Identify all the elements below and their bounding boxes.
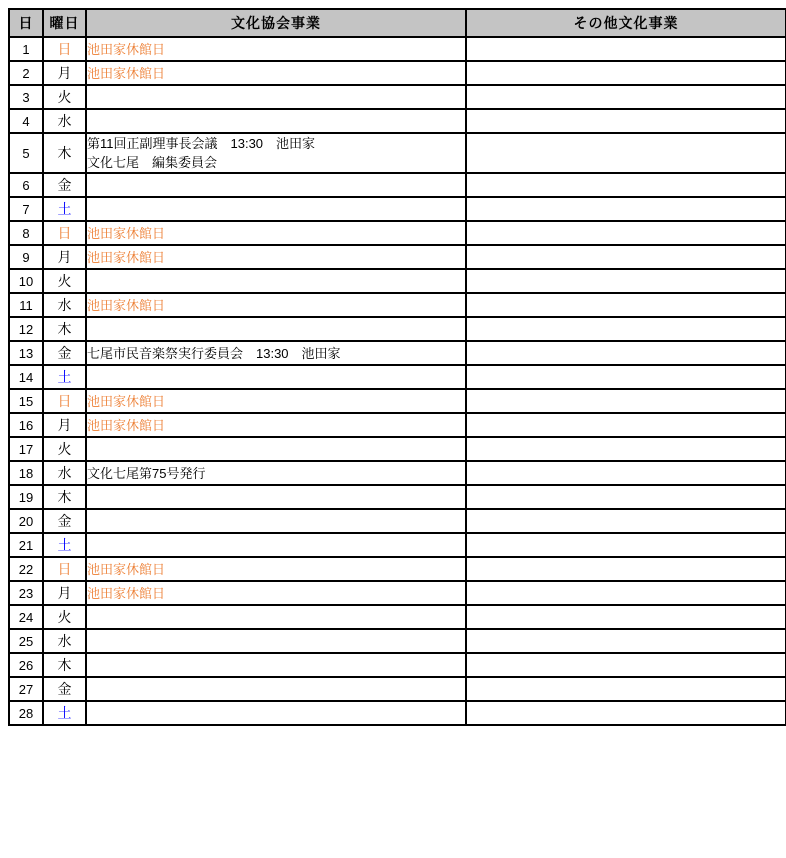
table-row [9, 269, 786, 293]
weekday-cell: 水 [43, 109, 86, 133]
date-cell: 10 [9, 269, 43, 293]
association-events-cell [86, 109, 466, 133]
weekday-cell: 木 [43, 485, 86, 509]
date-cell: 6 [9, 173, 43, 197]
association-events-cell [86, 629, 466, 653]
event-line: 七尾市民音楽祭実行委員会 13:30 池田家 [87, 345, 341, 361]
date-cell: 16 [9, 413, 43, 437]
table-row [9, 197, 786, 221]
association-events-cell [86, 341, 466, 365]
table-header [9, 9, 786, 37]
date-cell: 14 [9, 365, 43, 389]
date-cell: 9 [9, 245, 43, 269]
event-line: 池田家休館日 [87, 417, 166, 433]
table-row [9, 293, 786, 317]
table-row [9, 413, 786, 437]
association-events-cell [86, 653, 466, 677]
event-line: 文化七尾第75号発行 [87, 465, 206, 481]
association-events-cell [86, 37, 466, 61]
table-row [9, 701, 786, 725]
other-events-cell [466, 293, 786, 317]
table-row [9, 173, 786, 197]
other-events-cell [466, 437, 786, 461]
date-cell: 4 [9, 109, 43, 133]
date-cell: 18 [9, 461, 43, 485]
table-row [9, 629, 786, 653]
weekday-cell: 金 [43, 509, 86, 533]
other-events-cell [466, 269, 786, 293]
weekday-cell: 火 [43, 605, 86, 629]
event-line: 池田家休館日 [87, 297, 166, 313]
association-events-cell [86, 61, 466, 85]
other-events-cell [466, 677, 786, 701]
other-events-cell [466, 365, 786, 389]
association-events-cell [86, 221, 466, 245]
header-day: 日 [9, 9, 43, 37]
other-events-cell [466, 173, 786, 197]
weekday-cell: 木 [43, 653, 86, 677]
association-events-cell [86, 293, 466, 317]
weekday-cell: 日 [43, 389, 86, 413]
association-events-cell [86, 581, 466, 605]
weekday-cell: 火 [43, 85, 86, 109]
association-events-cell [86, 133, 466, 173]
association-events-cell [86, 509, 466, 533]
association-events-cell [86, 317, 466, 341]
other-events-cell [466, 605, 786, 629]
association-events-cell [86, 173, 466, 197]
weekday-cell: 日 [43, 221, 86, 245]
association-events-cell [86, 245, 466, 269]
table-row [9, 677, 786, 701]
event-line: 文化七尾 編集委員会 [87, 155, 218, 170]
association-events-cell [86, 557, 466, 581]
other-events-cell [466, 133, 786, 173]
other-events-cell [466, 37, 786, 61]
date-cell: 2 [9, 61, 43, 85]
table-row [9, 221, 786, 245]
date-cell: 1 [9, 37, 43, 61]
association-events-cell [86, 677, 466, 701]
table-row [9, 557, 786, 581]
weekday-cell: 水 [43, 293, 86, 317]
association-events-cell [86, 461, 466, 485]
date-cell: 7 [9, 197, 43, 221]
date-cell: 27 [9, 677, 43, 701]
weekday-cell: 木 [43, 133, 86, 173]
other-events-cell [466, 61, 786, 85]
association-events-cell [86, 605, 466, 629]
date-cell: 20 [9, 509, 43, 533]
event-line: 池田家休館日 [87, 561, 166, 577]
weekday-cell: 水 [43, 629, 86, 653]
table-row [9, 605, 786, 629]
event-line: 第11回正副理事長会議 13:30 池田家 [87, 136, 316, 151]
association-events-cell [86, 269, 466, 293]
table-row [9, 341, 786, 365]
table-row [9, 461, 786, 485]
table-row [9, 581, 786, 605]
other-events-cell [466, 389, 786, 413]
event-line: 池田家休館日 [87, 41, 166, 57]
table-row [9, 317, 786, 341]
weekday-cell: 土 [43, 701, 86, 725]
other-events-cell [466, 485, 786, 509]
table-row [9, 389, 786, 413]
association-events-cell [86, 365, 466, 389]
other-events-cell [466, 197, 786, 221]
table-row [9, 245, 786, 269]
table-row [9, 533, 786, 557]
date-cell: 26 [9, 653, 43, 677]
event-line: 池田家休館日 [87, 65, 166, 81]
other-events-cell [466, 629, 786, 653]
association-events-cell [86, 413, 466, 437]
date-cell: 3 [9, 85, 43, 109]
association-events-cell [86, 485, 466, 509]
event-line: 池田家休館日 [87, 585, 166, 601]
other-events-cell [466, 461, 786, 485]
other-events-cell [466, 245, 786, 269]
other-events-cell [466, 221, 786, 245]
other-events-cell [466, 109, 786, 133]
date-cell: 17 [9, 437, 43, 461]
association-events-cell [86, 437, 466, 461]
other-events-cell [466, 509, 786, 533]
weekday-cell: 月 [43, 245, 86, 269]
table-row [9, 485, 786, 509]
other-events-cell [466, 413, 786, 437]
other-events-cell [466, 557, 786, 581]
weekday-cell: 火 [43, 269, 86, 293]
date-cell: 24 [9, 605, 43, 629]
header-weekday: 曜日 [43, 9, 86, 37]
table-body [9, 37, 786, 725]
schedule-table [8, 8, 786, 726]
table-row [9, 365, 786, 389]
table-row [9, 133, 786, 173]
weekday-cell: 土 [43, 197, 86, 221]
date-cell: 19 [9, 485, 43, 509]
association-events-cell [86, 85, 466, 109]
weekday-cell: 月 [43, 61, 86, 85]
date-cell: 25 [9, 629, 43, 653]
header-row [9, 9, 786, 37]
other-events-cell [466, 85, 786, 109]
weekday-cell: 日 [43, 37, 86, 61]
table-row [9, 61, 786, 85]
header-other-events: その他文化事業 [466, 9, 786, 37]
other-events-cell [466, 533, 786, 557]
association-events-cell [86, 389, 466, 413]
weekday-cell: 月 [43, 581, 86, 605]
table-row [9, 109, 786, 133]
weekday-cell: 土 [43, 365, 86, 389]
other-events-cell [466, 653, 786, 677]
date-cell: 21 [9, 533, 43, 557]
association-events-cell [86, 701, 466, 725]
other-events-cell [466, 581, 786, 605]
weekday-cell: 水 [43, 461, 86, 485]
weekday-cell: 火 [43, 437, 86, 461]
table-row [9, 437, 786, 461]
weekday-cell: 金 [43, 341, 86, 365]
table-row [9, 37, 786, 61]
other-events-cell [466, 341, 786, 365]
weekday-cell: 金 [43, 173, 86, 197]
date-cell: 12 [9, 317, 43, 341]
association-events-cell [86, 533, 466, 557]
weekday-cell: 金 [43, 677, 86, 701]
date-cell: 8 [9, 221, 43, 245]
table-row [9, 509, 786, 533]
date-cell: 13 [9, 341, 43, 365]
event-line: 池田家休館日 [87, 393, 166, 409]
table-row [9, 85, 786, 109]
table-row [9, 653, 786, 677]
date-cell: 11 [9, 293, 43, 317]
date-cell: 22 [9, 557, 43, 581]
weekday-cell: 月 [43, 413, 86, 437]
header-association-events: 文化協会事業 [86, 9, 466, 37]
event-line: 池田家休館日 [87, 225, 166, 241]
other-events-cell [466, 701, 786, 725]
weekday-cell: 木 [43, 317, 86, 341]
date-cell: 5 [9, 133, 43, 173]
weekday-cell: 日 [43, 557, 86, 581]
date-cell: 23 [9, 581, 43, 605]
date-cell: 15 [9, 389, 43, 413]
other-events-cell [466, 317, 786, 341]
association-events-cell [86, 197, 466, 221]
weekday-cell: 土 [43, 533, 86, 557]
event-line: 池田家休館日 [87, 249, 166, 265]
date-cell: 28 [9, 701, 43, 725]
